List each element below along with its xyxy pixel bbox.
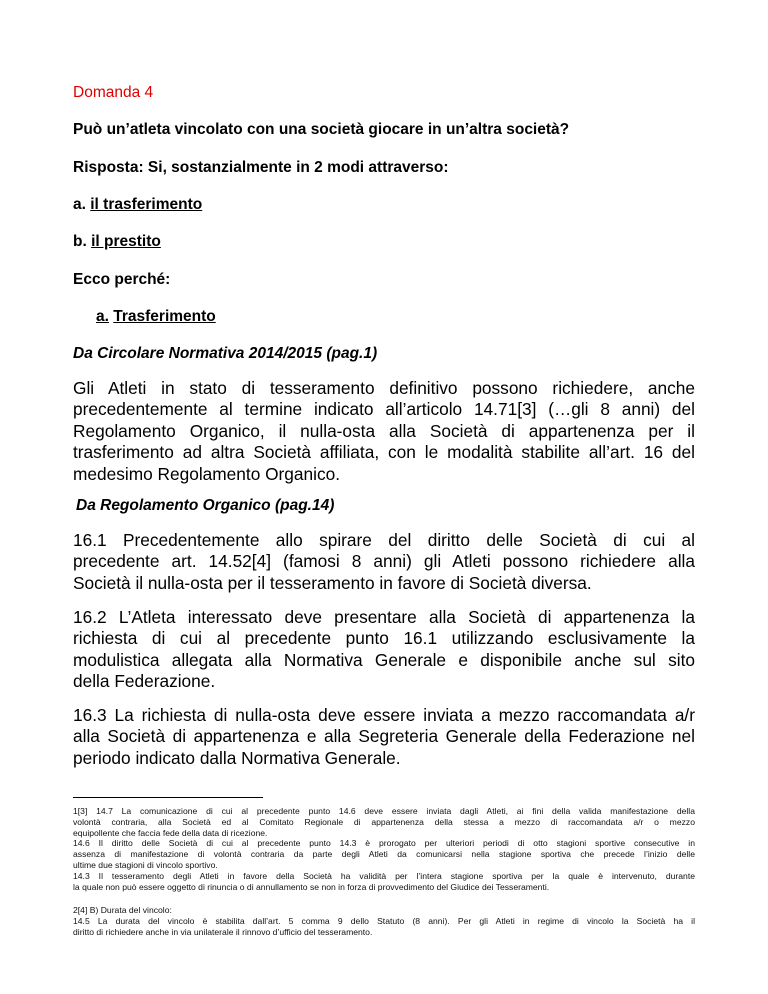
source-regolamento: Da Regolamento Organico (pag.14) bbox=[76, 497, 335, 514]
para3-line: della Federazione. bbox=[73, 671, 216, 692]
para3-line: richiesta di cui al precedente punto 16.1 utilizzando esclusivamente la bbox=[73, 628, 695, 649]
paragraph-16-1 bbox=[73, 530, 695, 594]
option-b bbox=[73, 233, 161, 251]
para4-line: alla Società di appartenenza e alla Segreteria Generale della Federazione nel bbox=[73, 726, 695, 747]
para2-line: 16.1 Precedentemente allo spirare del diritto delle Società di cui al bbox=[73, 530, 695, 550]
para3-line: 16.2 L’Atleta interessato deve presentare alla Società di appartenenza la bbox=[73, 607, 695, 627]
footnote1-line: ultime due stagioni di vincolo sportivo. bbox=[73, 859, 218, 870]
footnote1-line: volontà contraria, alla Società ed al Comitato Regionale di appartenenza della stessa a mezzo di raccomandata a/r o mezzo bbox=[73, 816, 695, 827]
section-a-prefix: a. bbox=[96, 308, 109, 325]
footnote1-line: 14.6 Il diritto delle Società di cui al precedente punto 14.3 è prorogato per ulteriori periodi di otto stagioni sportive consecutive in bbox=[73, 838, 695, 849]
footnote-1 bbox=[73, 806, 695, 892]
answer-text: Risposta: Si, sostanzialmente in 2 modi attraverso: bbox=[73, 159, 449, 176]
footnote1-line: assenza di manifestazione di volontà contraria da parte degli Atleti da comunicarsi nella stagione sportiva che precede l’inizio delle bbox=[73, 849, 695, 860]
para1-line: precedentemente al termine indicato all’articolo 14.71[3] (…gli 8 anni) del bbox=[73, 399, 695, 420]
para4-line: 16.3 La richiesta di nulla-osta deve essere inviata a mezzo raccomandata a/r bbox=[73, 705, 695, 725]
ecco-perche: Ecco perché: bbox=[73, 271, 171, 288]
footnote1-line: 1[3] 14.7 La comunicazione di cui al precedente punto 14.6 deve essere inviata dagli Atleti, ai fini della valida manifestazione della bbox=[73, 806, 695, 816]
footnote-separator bbox=[73, 797, 263, 798]
option-a-label: il trasferimento bbox=[90, 196, 203, 213]
option-b-label: il prestito bbox=[91, 233, 161, 250]
para2-line: precedente art. 14.52[4] (famosi 8 anni) gli Atleti possono richiedere alla bbox=[73, 551, 695, 572]
section-a-label: Trasferimento bbox=[113, 308, 216, 325]
option-a-prefix: a. bbox=[73, 196, 91, 213]
section-a-heading bbox=[96, 308, 216, 326]
para1-line: Gli Atleti in stato di tesseramento definitivo possono richiedere, anche bbox=[73, 378, 695, 398]
para1-line: trasferimento ad altra Società affiliata, con le modalità stabilite all’art. 16 del bbox=[73, 442, 695, 463]
question-number-heading: Domanda 4 bbox=[73, 84, 154, 101]
footnote2-line: 14.5 La durata del vincolo è stabilita dall’art. 5 comma 9 dello Statuto (8 anni). Per gli Atleti in regime di vincolo la Società ha il bbox=[73, 915, 695, 926]
option-b-prefix: b. bbox=[73, 233, 92, 250]
footnote1-line: la quale non può essere oggetto di rinuncia o di annullamento se non in forza di provvedimento del Giudice dei Tesseramenti. bbox=[73, 881, 550, 892]
para3-line: modulistica allegata alla Normativa Generale e disponibile anche sul sito bbox=[73, 649, 695, 670]
question-text: Può un’atleta vincolato con una società giocare in un’altra società? bbox=[73, 121, 570, 138]
option-a bbox=[73, 196, 202, 214]
source-circolare: Da Circolare Normativa 2014/2015 (pag.1) bbox=[73, 345, 378, 362]
paragraph-16-2 bbox=[73, 607, 695, 693]
para1-line: medesimo Regolamento Organico. bbox=[73, 463, 341, 484]
footnote2-line: 2[4] B) Durata del vincolo: bbox=[73, 905, 172, 915]
paragraph-16-3 bbox=[73, 705, 695, 769]
para1-line: Regolamento Organico, il nulla-osta alla Società di appartenenza per il bbox=[73, 420, 695, 441]
paragraph-circolare bbox=[73, 378, 695, 485]
footnote2-line: diritto di richiedere anche in via unilaterale il rinnovo d’ufficio del tesseramento. bbox=[73, 926, 373, 937]
para2-line: Società il nulla-osta per il tesseramento in favore di Società diversa. bbox=[73, 572, 592, 593]
para4-line: periodo indicato dalla Normativa Generale. bbox=[73, 747, 401, 768]
footnote1-line: 14.3 Il tesseramento degli Atleti in favore della Società ha validità per l’intera stagione sportiva per la quale è intervenuto, durante bbox=[73, 870, 695, 881]
footnote1-line: equipollente che faccia fede della data di ricezione. bbox=[73, 827, 268, 838]
footnote-2 bbox=[73, 905, 695, 937]
